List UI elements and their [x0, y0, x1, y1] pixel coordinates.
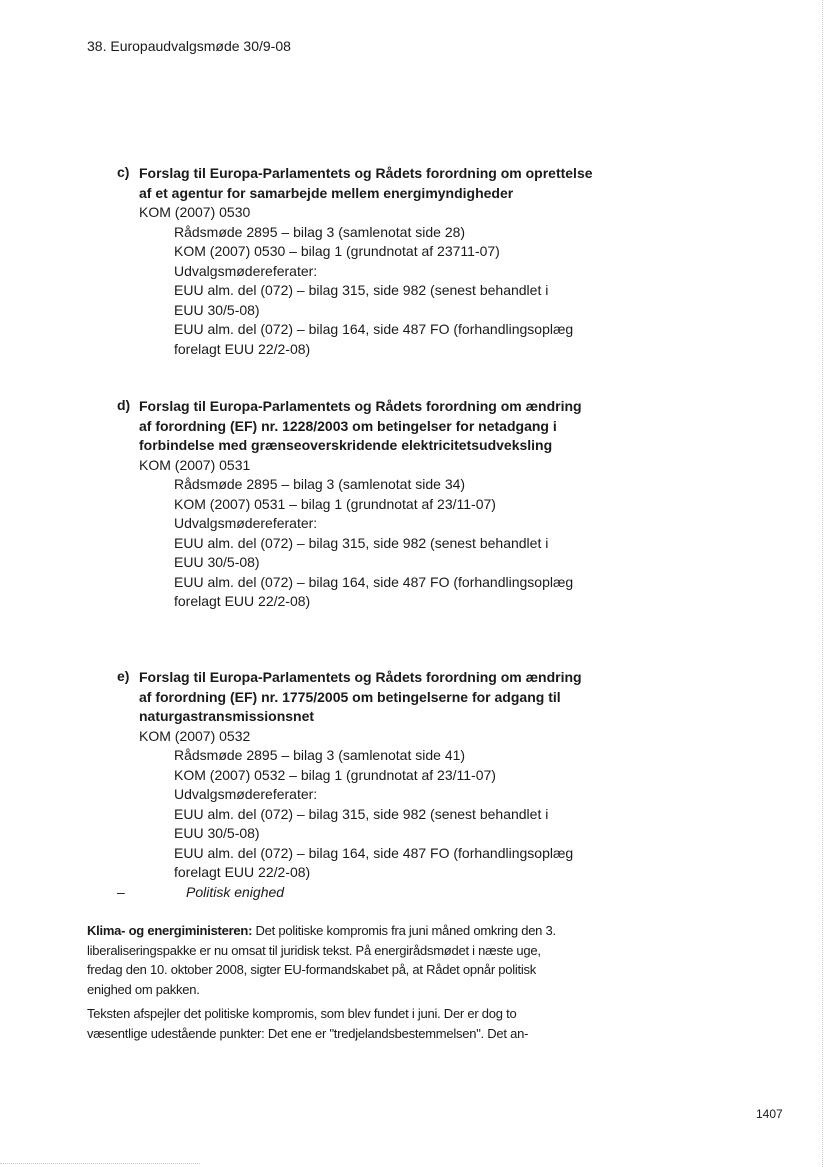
reference-line: Udvalgsmødereferater: [174, 786, 318, 802]
reference-line: KOM (2007) 0530 – bilag 1 (grundnotat af 23711-07) [174, 243, 500, 259]
paragraph-text: Teksten afspejler det politiske kompromis, som blev fundet i juni. Der er dog to væsentlige udestående punkter: Det ene er "tredjelandsbestemmelsen". Det an- [87, 1006, 529, 1041]
reference-line: KOM (2007) 0532 – bilag 1 (grundnotat af 23/11-07) [174, 766, 496, 783]
scan-edge-right [821, 0, 823, 1167]
decision-dash: – [117, 883, 125, 900]
agenda-item-c [117, 164, 597, 359]
decision-line [117, 883, 597, 903]
item-title: Forslag til Europa-Parlamentets og Rådets forordning om ændring af forordning (EF) nr. 1228/2003 om betingelser for netadgang i forbindelse med grænseoverskridende elektricitetsudveksling [139, 398, 582, 453]
agenda-item-d [117, 397, 597, 612]
reference-line: EUU 30/5-08) [174, 825, 260, 841]
reference-line: Rådsmøde 2895 – bilag 3 (samlenotat side 28) [174, 223, 466, 240]
minister-statement-paragraph [87, 921, 577, 999]
item-kom-reference: KOM (2007) 0531 [139, 456, 251, 473]
paragraph-text: Det politiske kompromis fra juni måned omkring den 3. liberaliseringspakke er nu omsat til juridisk tekst. På energirådsmødet i næste uge, fredag den 10. oktober 2008, sigter EU-formandskabet på, at Rådet opnår politisk enighed om pakken. [87, 923, 556, 997]
item-letter: c) [117, 164, 130, 180]
reference-line: forelagt EUU 22/2-08) [174, 864, 311, 880]
scan-edge-bottom [0, 1162, 200, 1164]
reference-line: KOM (2007) 0531 – bilag 1 (grundnotat af 23/11-07) [174, 495, 496, 512]
body-paragraph [87, 1004, 577, 1043]
item-reference-list [174, 746, 597, 883]
item-letter: e) [117, 668, 130, 684]
reference-line: EUU alm. del (072) – bilag 164, side 487 FO (forhandlingsoplæg [174, 573, 574, 590]
reference-line: Rådsmøde 2895 – bilag 3 (samlenotat side 34) [174, 476, 466, 492]
reference-line: Rådsmøde 2895 – bilag 3 (samlenotat side 41) [174, 747, 466, 763]
item-kom-reference: KOM (2007) 0530 [139, 204, 251, 220]
reference-line: EUU alm. del (072) – bilag 164, side 487 FO (forhandlingsoplæg [174, 844, 574, 861]
reference-line: EUU alm. del (072) – bilag 164, side 487 FO (forhandlingsoplæg [174, 321, 574, 337]
reference-line: EUU alm. del (072) – bilag 315, side 982 (senest behandlet i [174, 534, 549, 551]
item-kom-reference: KOM (2007) 0532 [139, 727, 251, 744]
agenda-item-e [117, 668, 597, 902]
reference-line: Udvalgsmødereferater: [174, 515, 318, 531]
reference-line: forelagt EUU 22/2-08) [174, 593, 311, 609]
item-reference-list [174, 475, 597, 612]
decision-text: Politisk enighed [186, 883, 285, 900]
item-reference-list [174, 223, 597, 360]
page-number: 1407 [756, 1107, 783, 1121]
reference-line: Udvalgsmødereferater: [174, 262, 318, 279]
item-title: Forslag til Europa-Parlamentets og Rådets forordning om ændring af forordning (EF) nr. 1775/2005 om betingelserne for adgang til naturgastransmissionsnet [139, 669, 582, 724]
meeting-header: 38. Europaudvalgsmøde 30/9-08 [87, 38, 291, 54]
item-title: Forslag til Europa-Parlamentets og Rådets forordning om oprettelse af et agentur for samarbejde mellem energimyndigheder [139, 165, 593, 201]
reference-line: EUU 30/5-08) [174, 554, 260, 570]
reference-line: EUU 30/5-08) [174, 301, 260, 318]
reference-line: EUU alm. del (072) – bilag 315, side 982 (senest behandlet i [174, 805, 549, 822]
speaker-name: Klima- og energiministeren: [87, 923, 253, 938]
reference-line: forelagt EUU 22/2-08) [174, 340, 311, 357]
reference-line: EUU alm. del (072) – bilag 315, side 982 (senest behandlet i [174, 282, 549, 298]
item-letter: d) [117, 397, 131, 413]
